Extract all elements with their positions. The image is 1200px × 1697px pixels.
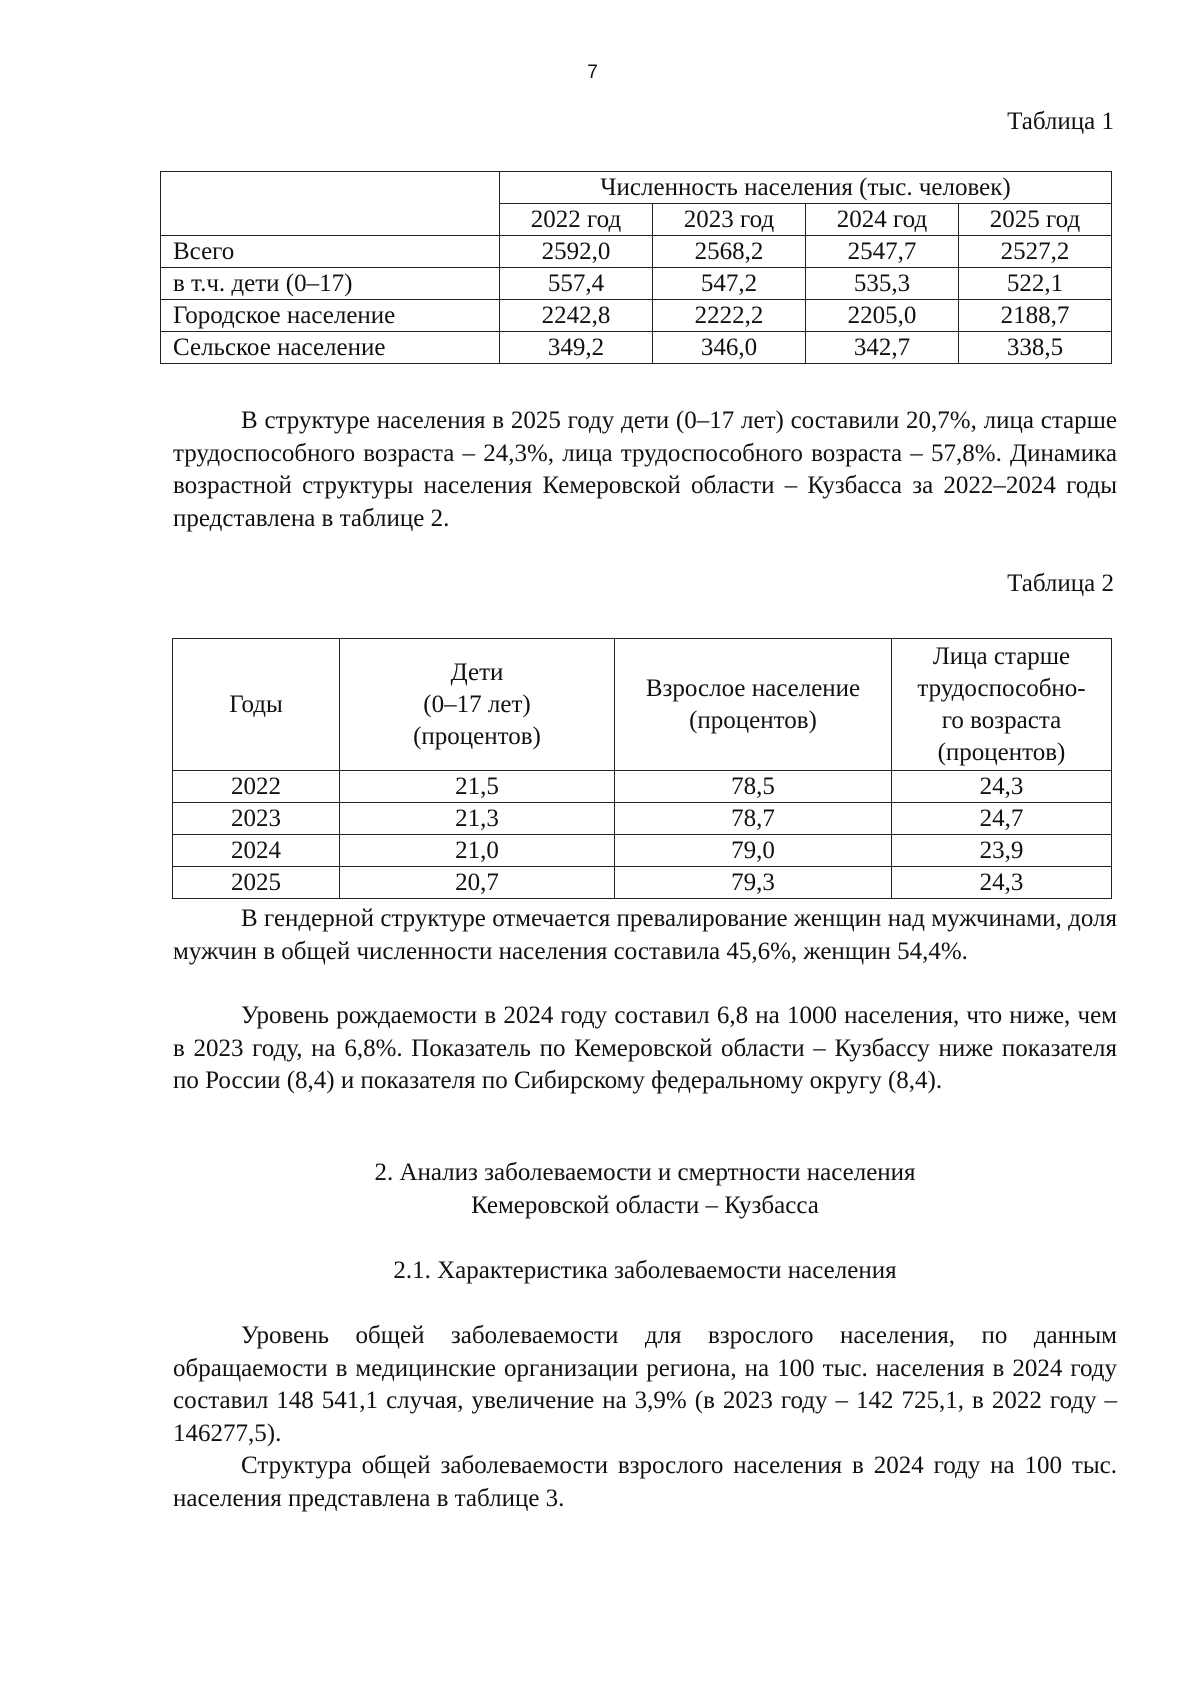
cell: 342,7 [806,332,959,364]
table1-year-header: 2023 год [653,204,806,236]
paragraph-table3-reference: Структура общей заболеваемости взрослого населения в 2024 году на 100 тыс. населения представлена в таблице 3. [173,1452,1117,1512]
table2-header-children [340,639,615,771]
section-heading-line1: 2. Анализ заболеваемости и смертности населения [374,1159,916,1186]
table1-year-header: 2022 год [500,204,653,236]
cell: 2527,2 [959,236,1112,268]
cell: 349,2 [500,332,653,364]
cell: 338,5 [959,332,1112,364]
cell: 557,4 [500,268,653,300]
cell: 78,7 [615,803,892,835]
cell: 2242,8 [500,300,653,332]
table2-header-elderly [892,639,1112,771]
table-row [173,803,1112,835]
row-label: в т.ч. дети (0–17) [161,268,500,300]
table-row [161,236,1112,268]
header-line: Взрослое население [645,674,861,702]
table-row [173,867,1112,899]
cell: 547,2 [653,268,806,300]
cell: 2024 [173,835,340,867]
row-label: Сельское население [161,332,500,364]
table2-header-years [173,639,340,771]
header-line: трудоспособно- [917,674,1086,702]
cell: 21,0 [340,835,615,867]
table-row [173,771,1112,803]
table1-year-header: 2025 год [959,204,1112,236]
cell: 2023 [173,803,340,835]
paragraph-morbidity: Уровень общей заболеваемости для взрослого населения, по данным обращаемости в медицинские организации региона, на 100 тыс. населения в 2024 году составил 148 541,1 случая, увеличение на 3,9% (в 2023 году – 142 725,1, в 2022 году – 146277,5). [173,1322,1117,1447]
table2-header-adults [615,639,892,771]
table1-empty-header [161,172,500,236]
cell: 78,5 [615,771,892,803]
row-label: Городское население [161,300,500,332]
cell: 2205,0 [806,300,959,332]
table1-group-header: Численность населения (тыс. человек) [500,172,1112,204]
cell: 24,7 [892,803,1112,835]
table-row [161,268,1112,300]
cell: 23,9 [892,835,1112,867]
cell: 79,3 [615,867,892,899]
table1-caption: Таблица 1 [1007,108,1114,135]
header-line: (процентов) [689,706,817,734]
paragraph-birth-rate: Уровень рождаемости в 2024 году составил 6,8 на 1000 населения, что ниже, чем в 2023 году, на 6,8%. Показатель по Кемеровской области – Кузбассу ниже показателя по России (8,4) и показателя по Сибирскому федеральному округу (8,4). [173,1002,1117,1094]
header-line: го возраста [941,706,1062,734]
cell: 20,7 [340,867,615,899]
cell: 24,3 [892,867,1112,899]
paragraph-gender-structure: В гендерной структуре отмечается превалирование женщин над мужчинами, доля мужчин в общей численности населения составила 45,6%, женщин 54,4%. [173,905,1117,965]
table-row [161,332,1112,364]
cell: 535,3 [806,268,959,300]
cell: 522,1 [959,268,1112,300]
subsection-heading: 2.1. Характеристика заболеваемости населения [393,1257,897,1284]
cell: 2547,7 [806,236,959,268]
table1-year-header: 2024 год [806,204,959,236]
cell: 2568,2 [653,236,806,268]
cell: 2222,2 [653,300,806,332]
age-structure-table [172,638,1112,899]
header-line: Дети [450,658,504,686]
row-label: Всего [161,236,500,268]
cell: 2022 [173,771,340,803]
header-line: Годы [229,690,283,718]
header-line: (процентов) [413,722,541,750]
cell: 2025 [173,867,340,899]
section-heading-line2: Кемеровской области – Кузбасса [471,1192,819,1219]
cell: 21,3 [340,803,615,835]
cell: 79,0 [615,835,892,867]
population-table [160,171,1112,364]
header-line: Лица старше [932,642,1071,670]
cell: 2188,7 [959,300,1112,332]
cell: 2592,0 [500,236,653,268]
header-line: (0–17 лет) [423,690,531,718]
table2-caption: Таблица 2 [1007,570,1114,597]
page-number: 7 [587,62,598,83]
header-line: (процентов) [937,738,1066,766]
cell: 346,0 [653,332,806,364]
table-row [161,300,1112,332]
paragraph-age-structure: В структуре населения в 2025 году дети (0–17 лет) составили 20,7%, лица старше трудоспособного возраста – 24,3%, лица трудоспособного возраста – 57,8%. Динамика возрастной структуры населения Кемеровской области – Кузбасса за 2022–2024 годы представлена в таблице 2. [173,407,1117,532]
cell: 24,3 [892,771,1112,803]
cell: 21,5 [340,771,615,803]
table-row [173,835,1112,867]
